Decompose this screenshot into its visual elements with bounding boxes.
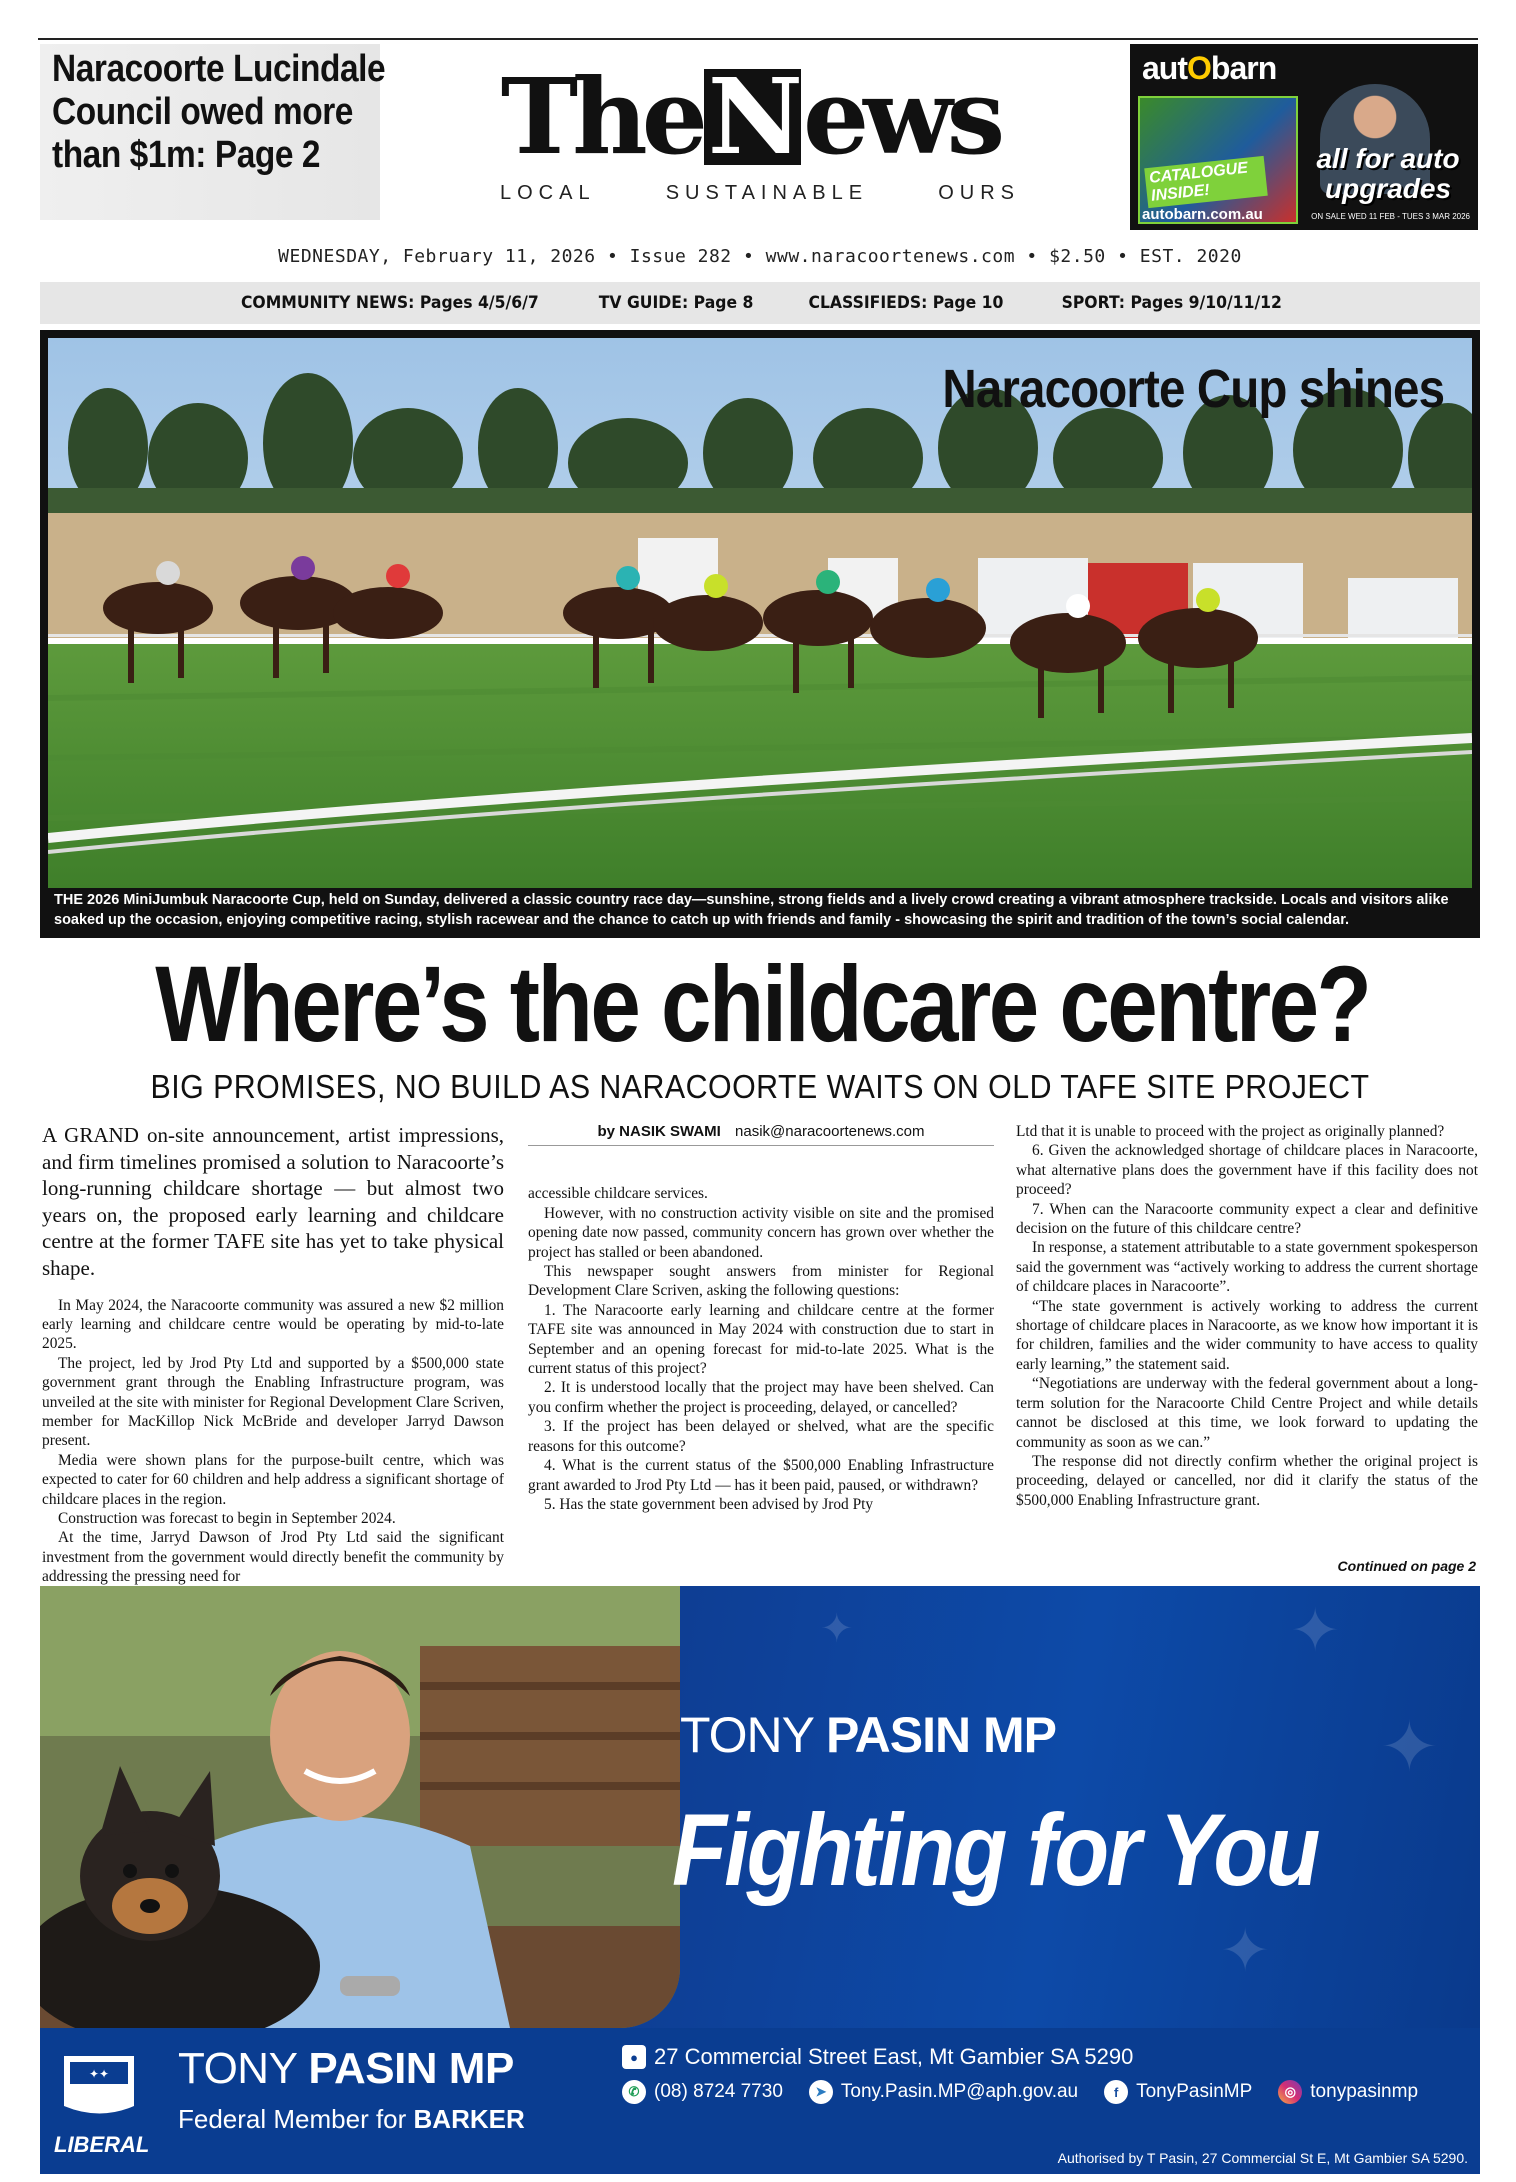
- nav-sport[interactable]: SPORT: Pages 9/10/11/12: [1061, 293, 1283, 313]
- email-item[interactable]: [809, 2080, 1078, 2104]
- dateline: WEDNESDAY, February 11, 2026 • Issue 282 • www.naracoortenews.com • $2.50 • EST. 2020: [278, 246, 1242, 267]
- lead-paragraph: A GRAND on-site announcement, artist impressions, and firm timelines promised a solution to Naracoorte’s long-running childcare shortage — but almost two years on, the proposed early learning and childcare centre at the former TAFE site has yet to take physical shape.: [42, 1123, 504, 1280]
- contact-details: [622, 2040, 1418, 2110]
- body-paragraph: This newspaper sought answers from minister for Regional Development Clare Scriven, asking the following questions:: [528, 1263, 994, 1300]
- flag-star-icon: ✦: [1380, 1706, 1439, 1788]
- mp-with-dog-photo: [40, 1586, 680, 2028]
- body-paragraph: Construction was forecast to begin in September 2024.: [58, 1510, 396, 1528]
- ad-contact-footer: [40, 2028, 1480, 2174]
- facebook-icon: f: [1104, 2080, 1128, 2104]
- autobarn-logo: autObarn: [1142, 50, 1277, 86]
- ad-slogan: Fighting for You: [672, 1793, 1318, 1907]
- body-paragraph: 1. The Naracoorte early learning and childcare centre at the former TAFE site was announced in May 2024 with construction due to start in September and an opening forecast for mid-to-late 2025. What is the current status of this project?: [528, 1301, 994, 1378]
- logo-n-box: N: [704, 69, 801, 165]
- race-photo[interactable]: [48, 338, 1472, 888]
- body-paragraph: In response, a statement attributable to a state government spokesperson said the government was “actively working to address the current shortage of childcare places in Naracoorte”.: [1016, 1239, 1478, 1296]
- promo-teaser[interactable]: [40, 44, 386, 220]
- mp-photo-image: [40, 1586, 680, 2028]
- authorisation-statement: Authorised by T Pasin, 27 Commercial St E, Mt Gambier SA 5290.: [1057, 2150, 1468, 2166]
- continued-link[interactable]: Continued on page 2: [1337, 1558, 1476, 1574]
- whatsapp-icon: ✆: [622, 2080, 646, 2104]
- catalogue-badge: CATALOGUE INSIDE!: [1144, 156, 1268, 208]
- body-paragraph: 3. If the project has been delayed or shelved, what are the specific reasons for this outcome?: [528, 1418, 994, 1455]
- article-subheadline: BIG PROMISES, NO BUILD AS NARACOORTE WAITS ON OLD TAFE SITE PROJECT: [150, 1068, 1370, 1105]
- tagline-word: OURS: [938, 182, 1020, 204]
- promo-text: Naracoorte Lucindale Council owed more than $1m: Page 2: [52, 48, 386, 176]
- party-name: LIBERAL: [54, 2132, 150, 2157]
- pasin-advert[interactable]: [40, 1586, 1480, 2028]
- flag-star-icon: ✦: [1290, 1596, 1341, 1666]
- body-paragraph: “Negotiations are underway with the federal government about a long-term solution for the Naracoorte Child Centre Project and while details cannot be disclosed at this time, we look forward to updating the community as soon as we can.”: [1016, 1375, 1478, 1451]
- autobarn-slogan: all for auto upgrades: [1316, 143, 1460, 204]
- body-paragraph: However, with no construction activity visible on site and the promised opening date now passed, community concern has grown over whether the project has stalled or been abandoned.: [528, 1204, 994, 1261]
- autobarn-url: autobarn.com.au: [1142, 206, 1263, 223]
- hero-title: Naracoorte Cup shines: [942, 359, 1444, 419]
- logo-ews: ews: [802, 55, 1000, 178]
- horse-race-image: [48, 338, 1472, 888]
- body-paragraph-continued: Ltd that it is unable to proceed with the project as originally planned?: [1016, 1123, 1445, 1140]
- section-nav: [40, 282, 1480, 324]
- article-lead: [42, 1122, 504, 1282]
- tagline-word: LOCAL: [500, 182, 596, 204]
- body-paragraph: In May 2024, the Naracoorte community was assured a new $2 million early learning and childcare centre would be operating by mid-to-late 2025.: [42, 1296, 504, 1353]
- flag-star-icon: ✦: [1220, 1916, 1271, 1986]
- address-text[interactable]: 27 Commercial Street East, Mt Gambier SA 5290: [654, 2044, 1134, 2069]
- body-paragraph: 2. It is understood locally that the project may have been shelved. Can you confirm whether the project is proceeding, delayed, or cancelled?: [528, 1379, 994, 1416]
- body-paragraph: 6. Given the acknowledged shortage of childcare places in Naracoorte, what alternative plans does the government have if this facility does not proceed?: [1016, 1142, 1478, 1199]
- byline: [528, 1122, 994, 1146]
- svg-text:✦✦: ✦✦: [88, 2067, 110, 2081]
- flag-star-icon: ✦: [820, 1606, 854, 1652]
- autobarn-sale-dates: ON SALE WED 11 FEB - TUES 3 MAR 2026: [1311, 212, 1470, 221]
- email-text: Tony.Pasin.MP@aph.gov.au: [840, 2081, 1079, 2102]
- footer-candidate-role: Federal Member for BARKER: [178, 2104, 525, 2134]
- body-paragraph: “The state government is actively working to address the current shortage of childcare places in Naracoorte, as we know how important it is for children, families and the wider community to have access to quality early learning,” the statement said.: [1016, 1297, 1478, 1373]
- tagline-word: SUSTAINABLE: [665, 182, 869, 204]
- telegram-icon: ➤: [809, 2080, 833, 2104]
- logo-the: The: [500, 55, 702, 178]
- article-column-2: [528, 1122, 994, 1514]
- body-paragraph: 7. When can the Naracoorte community expect a clear and definitive decision on the future of this childcare centre?: [1016, 1200, 1478, 1238]
- phone-item[interactable]: [622, 2080, 783, 2104]
- phone-text: (08) 8724 7730: [654, 2081, 783, 2102]
- body-paragraph: 5. Has the state government been advised by Jrod Pty: [544, 1495, 874, 1513]
- article-column-3: [1016, 1122, 1478, 1510]
- photo-caption: THE 2026 MiniJumbuk Naracoorte Cup, held on Sunday, delivered a classic country race day—sunshine, strong fields and a lively crowd creating a vibrant atmosphere trackside. Locals and visitors alike soaked up the occasion, enjoying competitive racing, stylish racewear and the chance to catch up with friends and family - showcasing the spirit and tradition of the town’s social calendar.: [54, 892, 1449, 928]
- autobarn-advert[interactable]: [1130, 44, 1478, 230]
- nav-tv-guide[interactable]: TV GUIDE: Page 8: [598, 293, 754, 313]
- facebook-item[interactable]: [1104, 2080, 1252, 2104]
- nav-classifieds[interactable]: CLASSIFIEDS: Page 10: [808, 293, 1004, 313]
- newspaper-logo[interactable]: [470, 55, 1030, 178]
- body-paragraph-continued: accessible childcare services.: [528, 1185, 708, 1203]
- article-column-1: [42, 1122, 504, 1587]
- body-paragraph: Media were shown plans for the purpose-built centre, which was expected to cater for 60 children and help address a significant shortage of childcare places in the region.: [42, 1451, 504, 1508]
- address-row: [622, 2040, 1418, 2074]
- body-paragraph: The response did not directly confirm whether the original project is proceeding, delayed or cancelled, nor did it clarify the status of the $500,000 Enabling Infrastructure grant.: [1016, 1452, 1478, 1509]
- body-paragraph: 4. What is the current status of the $500,000 Enabling Infrastructure grant awarded to Jrod Pty Ltd — has it been paid, paused, or withdrawn?: [528, 1457, 994, 1494]
- hero-photo-block: [40, 330, 1480, 938]
- byline-email[interactable]: nasik@naracoortenews.com: [735, 1123, 925, 1140]
- instagram-icon: ◎: [1278, 2080, 1302, 2104]
- footer-candidate-name: TONY PASIN MP: [178, 2044, 514, 2093]
- top-rule: [38, 38, 1478, 40]
- location-pin-icon: ●: [622, 2045, 646, 2069]
- instagram-item[interactable]: [1278, 2080, 1418, 2104]
- body-paragraph: At the time, Jarryd Dawson of Jrod Pty Ltd said the significant investment from the government would directly benefit the community by addressing the pressing need for: [42, 1529, 504, 1586]
- body-paragraph: The project, led by Jrod Pty Ltd and supported by a $500,000 state government grant through the Enabling Infrastructure program, was unveiled at the site with minister for Regional Development Clare Scriven, member for MacKillop Nick McBride and developer Jarryd Dawson present.: [42, 1354, 504, 1450]
- masthead-tagline: [500, 182, 1020, 210]
- facebook-text: TonyPasinMP: [1136, 2081, 1253, 2102]
- article-headline[interactable]: Where’s the childcare centre?: [155, 943, 1370, 1064]
- ad-candidate-name: TONY PASIN MP: [680, 1707, 1056, 1763]
- instagram-text: tonypasinmp: [1310, 2081, 1419, 2102]
- contact-row: [622, 2074, 1418, 2110]
- byline-author: by NASIK SWAMI: [597, 1123, 721, 1140]
- nav-community-news[interactable]: COMMUNITY NEWS: Pages 4/5/6/7: [241, 293, 540, 313]
